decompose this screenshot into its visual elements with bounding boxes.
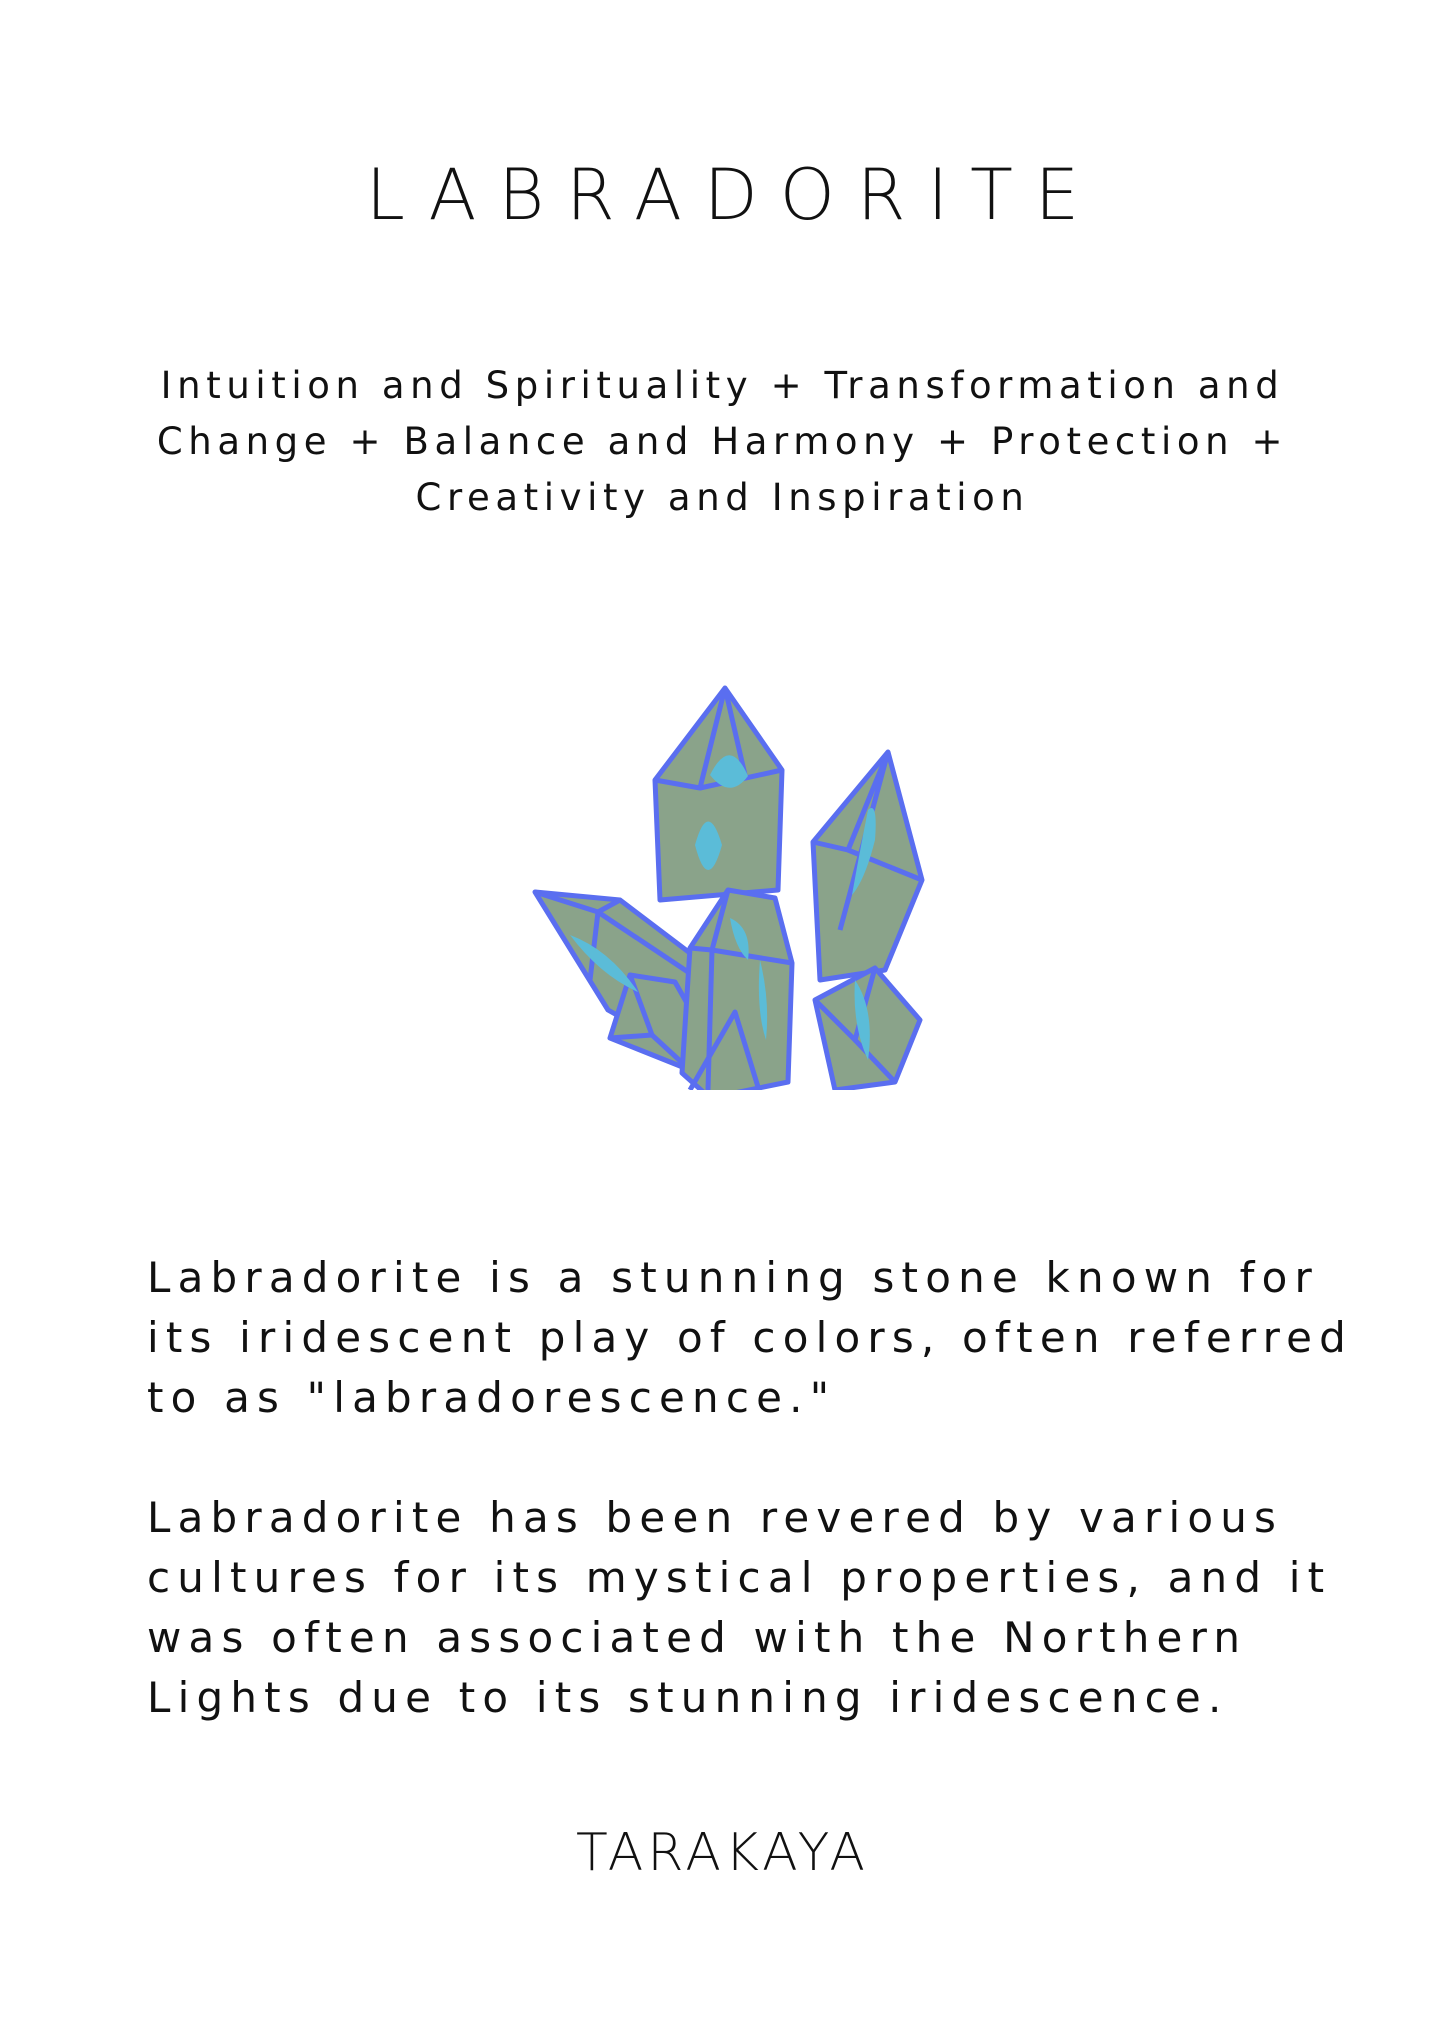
description-paragraph: Labradorite is a stunning stone known for its iridescent play of colors, often referred to as "labradorescence." xyxy=(147,1253,1354,1422)
brand-name: TARAKAYA xyxy=(576,1823,869,1883)
crystal-shard xyxy=(813,752,922,980)
crystal-shard xyxy=(682,890,792,1090)
history-paragraph: Labradorite has been revered by various cultures for its mystical properties, and it was often associated with the Northern Lights due to its stunning iridescence. xyxy=(147,1493,1332,1722)
crystal-cluster-icon xyxy=(530,680,930,1090)
properties-subtitle: Intuition and Spirituality + Transformation and Change + Balance and Harmony + Protection + Creativity and Inspiration xyxy=(156,364,1289,519)
page-title: LABRADORITE xyxy=(365,154,1102,236)
